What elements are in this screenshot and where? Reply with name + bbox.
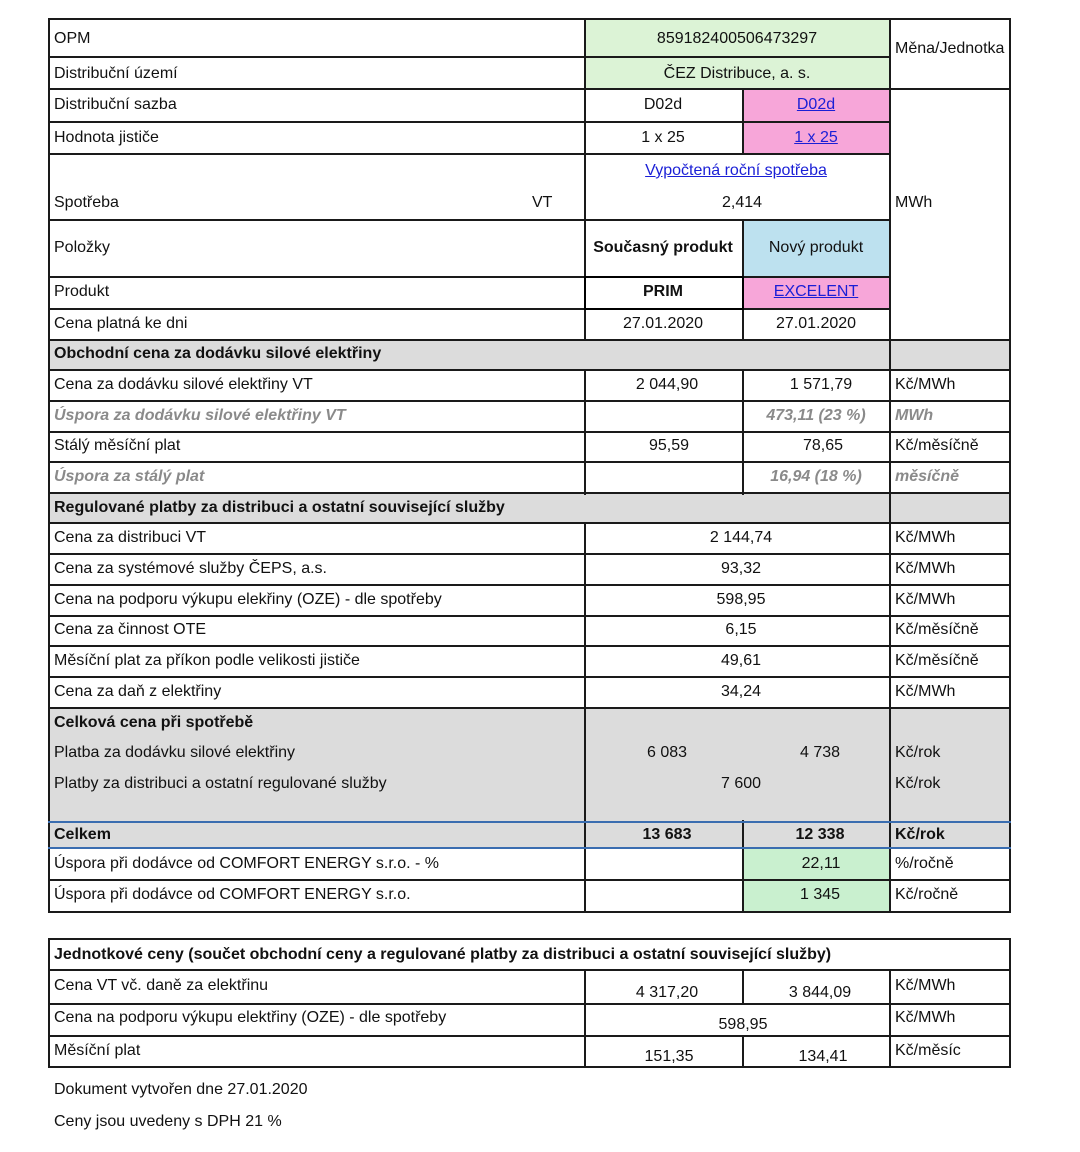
saving-value: 1 345 xyxy=(799,886,841,903)
regulated-row-unit: Kč/MWh xyxy=(895,591,956,608)
regulated-row-label: Cena za činnost OTE xyxy=(54,621,207,638)
current-product-header: Současný produkt xyxy=(593,239,733,256)
unit-price-vt-label: Cena VT vč. daně za elektřinu xyxy=(54,977,269,994)
fee-saving-value: 16,94 (18 %) xyxy=(770,468,862,485)
price-date-label: Cena platná ke dni xyxy=(54,315,188,332)
unit-price-monthly-label: Měsíční plat xyxy=(54,1042,141,1059)
document-created-note: Dokument vytvořen dne 27.01.2020 xyxy=(54,1081,308,1098)
supply-payment-unit: Kč/rok xyxy=(895,744,941,761)
regulated-section-title: Regulované platby za distribuci a ostatní související služby xyxy=(54,499,505,516)
monthly-fee-label: Stálý měsíční plat xyxy=(54,437,181,454)
monthly-fee-new: 78,65 xyxy=(802,437,844,454)
supply-price-label: Cena za dodávku silové elektřiny VT xyxy=(54,376,313,393)
unit-price-vt-current: 4 317,20 xyxy=(635,984,699,1001)
consumption-label: Spotřeba xyxy=(54,194,119,211)
saving-unit: Kč/ročně xyxy=(895,886,959,903)
total-sum-unit: Kč/rok xyxy=(895,826,945,843)
unit-prices-title: Jednotkové ceny (součet obchodní ceny a regulované platby za distribuci a ostatní související služby) xyxy=(54,946,832,963)
rate-new-link[interactable]: D02d xyxy=(796,96,836,113)
unit-price-vt-new: 3 844,09 xyxy=(788,984,852,1001)
distribution-payment-label: Platby za distribuci a ostatní regulované služby xyxy=(54,775,387,792)
unit-price-vt-unit: Kč/MWh xyxy=(895,977,956,994)
regulated-row-unit: Kč/měsíčně xyxy=(895,652,979,669)
saving-pct-unit: %/ročně xyxy=(895,855,954,872)
calculated-consumption-link[interactable]: Vypočtená roční spotřeba xyxy=(645,162,827,179)
supply-payment-label: Platba za dodávku silové elektřiny xyxy=(54,744,296,761)
total-sum-new: 12 338 xyxy=(795,826,845,843)
regulated-row-value: 6,15 xyxy=(725,621,757,638)
regulated-row-value: 2 144,74 xyxy=(709,529,773,546)
regulated-row-label: Měsíční plat za příkon podle velikosti jističe xyxy=(54,652,360,669)
total-sum-current: 13 683 xyxy=(642,826,692,843)
supply-saving-unit: MWh xyxy=(895,407,934,424)
rate-current: D02d xyxy=(643,96,683,113)
total-sum-label: Celkem xyxy=(54,826,111,843)
product-new-link[interactable]: EXCELENT xyxy=(773,283,859,300)
consumption-value: 2,414 xyxy=(721,194,763,211)
breaker-current: 1 x 25 xyxy=(641,129,685,146)
consumption-unit: MWh xyxy=(895,194,933,211)
product-label: Produkt xyxy=(54,283,110,300)
unit-price-monthly-current: 151,35 xyxy=(644,1048,694,1065)
distribution-payment-unit: Kč/rok xyxy=(895,775,941,792)
regulated-row-unit: Kč/měsíčně xyxy=(895,621,979,638)
saving-pct-label: Úspora při dodávce od COMFORT ENERGY s.r.o. - % xyxy=(54,855,440,872)
regulated-row-value: 34,24 xyxy=(720,683,762,700)
new-product-header: Nový produkt xyxy=(768,239,864,256)
regulated-row-label: Cena za distribuci VT xyxy=(54,529,207,546)
unit-price-oze-label: Cena na podporu výkupu elektřiny (OZE) - dle spotřeby xyxy=(54,1009,447,1026)
supply-saving-value: 473,11 (23 %) xyxy=(766,407,866,424)
unit-price-monthly-unit: Kč/měsíc xyxy=(895,1042,961,1059)
regulated-row-value: 598,95 xyxy=(716,591,766,608)
regulated-row-label: Cena na podporu výkupu elekřiny (OZE) - dle spotřeby xyxy=(54,591,442,608)
opm-value: 859182400506473297 xyxy=(656,30,818,47)
regulated-row-label: Cena za daň z elektřiny xyxy=(54,683,222,700)
fee-saving-unit: měsíčně xyxy=(895,468,960,485)
supply-payment-new: 4 738 xyxy=(799,744,841,761)
total-section-title: Celková cena při spotřebě xyxy=(54,714,254,731)
breaker-label: Hodnota jističe xyxy=(54,129,159,146)
area-value: ČEZ Distribuce, a. s. xyxy=(663,65,811,82)
regulated-row-unit: Kč/MWh xyxy=(895,683,956,700)
price-date-current: 27.01.2020 xyxy=(622,315,704,332)
supply-price-current: 2 044,90 xyxy=(635,376,699,393)
saving-label: Úspora při dodávce od COMFORT ENERGY s.r.o. xyxy=(54,886,411,903)
vat-note: Ceny jsou uvedeny s DPH 21 % xyxy=(54,1113,282,1130)
product-current: PRIM xyxy=(643,283,683,300)
unit-column-header: Měna/Jednotka xyxy=(895,40,1005,57)
supply-saving-label: Úspora za dodávku silové elektřiny VT xyxy=(54,407,346,424)
breaker-new-link[interactable]: 1 x 25 xyxy=(794,129,838,146)
supply-price-unit: Kč/MWh xyxy=(895,376,956,393)
unit-price-oze-value: 598,95 xyxy=(718,1016,768,1033)
supply-price-new: 1 571,79 xyxy=(789,376,853,393)
rate-label: Distribuční sazba xyxy=(54,96,177,113)
monthly-fee-unit: Kč/měsíčně xyxy=(895,437,979,454)
supply-payment-current: 6 083 xyxy=(646,744,688,761)
opm-label: OPM xyxy=(54,30,91,47)
unit-price-oze-unit: Kč/MWh xyxy=(895,1009,956,1026)
regulated-row-unit: Kč/MWh xyxy=(895,560,956,577)
items-label: Položky xyxy=(54,239,111,256)
fee-saving-label: Úspora za stálý plat xyxy=(54,468,205,485)
area-label: Distribuční území xyxy=(54,65,178,82)
regulated-row-value: 93,32 xyxy=(720,560,762,577)
saving-pct-value: 22,11 xyxy=(801,855,841,872)
commercial-section-title: Obchodní cena za dodávku silové elektřiny xyxy=(54,345,382,362)
regulated-row-value: 49,61 xyxy=(720,652,762,669)
price-date-new: 27.01.2020 xyxy=(775,315,857,332)
distribution-payment-value: 7 600 xyxy=(720,775,762,792)
regulated-row-unit: Kč/MWh xyxy=(895,529,956,546)
unit-price-monthly-new: 134,41 xyxy=(798,1048,848,1065)
consumption-tariff: VT xyxy=(532,194,553,211)
monthly-fee-current: 95,59 xyxy=(648,437,690,454)
regulated-row-label: Cena za systémové služby ČEPS, a.s. xyxy=(54,560,327,577)
